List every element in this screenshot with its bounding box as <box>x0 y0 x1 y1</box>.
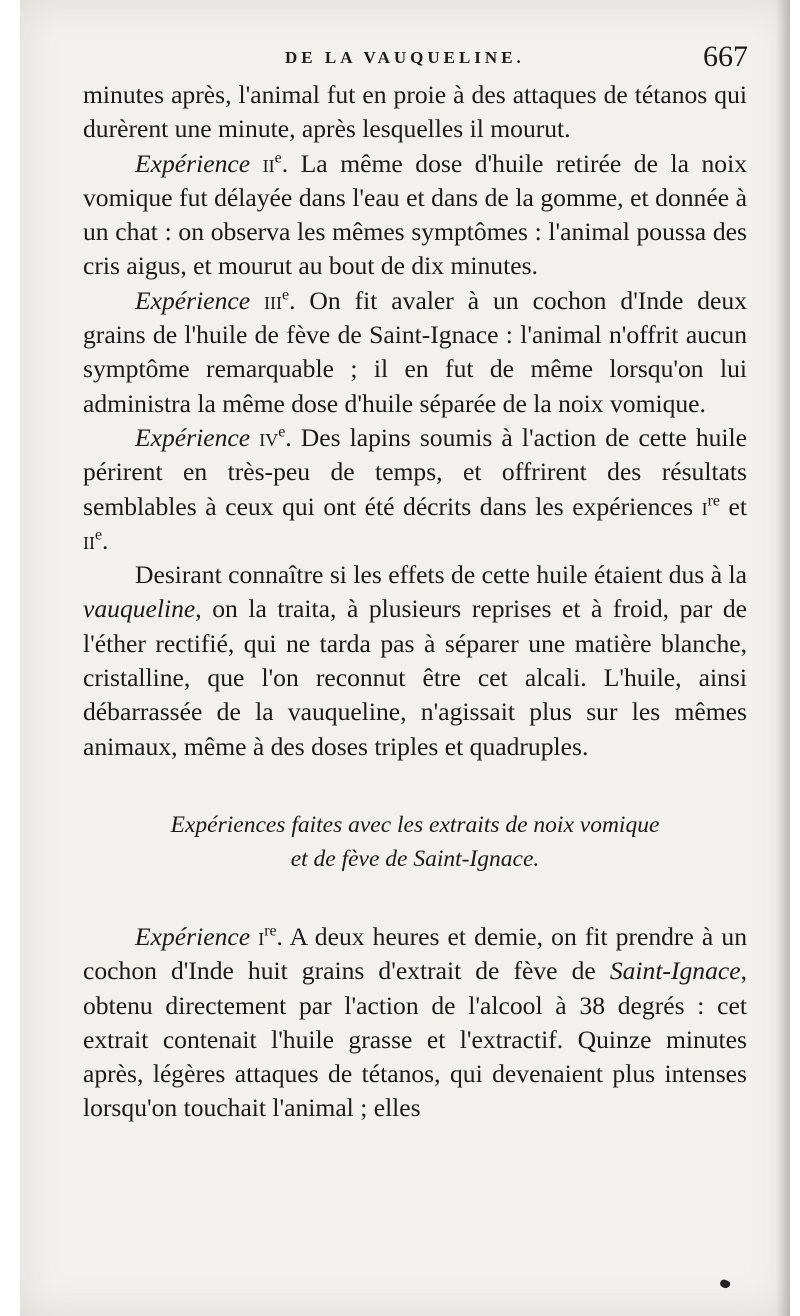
paragraph-extract-experience-1 <box>83 920 747 1126</box>
experience-label: Expérience <box>135 285 251 315</box>
paragraph-text: , obtenu directement par l'action de l'alcool à 38 degrés : cet extrait contenait l'huile grasse et l'extractif. Quinze minutes après, légères attaques de tétanos, qui devenaient plus intenses lorsqu'on touchait l'animal ; elles <box>83 956 747 1123</box>
paragraph-experience-4 <box>83 421 747 558</box>
paragraph-text: . A deux heures et demie, on fit prendre à un cochon d'Inde huit grains d'extrait de fève de <box>83 921 747 986</box>
running-title: DE LA VAUQUELINE. <box>285 48 525 67</box>
paragraph-text: minutes après, l'animal fut en proie à des attaques de tétanos qui durèrent une minute, après lesquelles il mourut. <box>83 80 747 144</box>
conjunction: et <box>719 491 748 521</box>
ordinal-suffix: e <box>282 286 290 304</box>
experience-numeral: iii <box>264 285 283 315</box>
ordinal-suffix: e <box>278 423 286 441</box>
paragraph-ether-treatment <box>83 558 747 764</box>
body-text <box>83 78 747 1126</box>
running-head <box>20 40 790 80</box>
paragraph-experience-3 <box>83 284 747 421</box>
italic-place-name: Saint-Ignace <box>609 956 741 986</box>
paragraph-text: . On fit avaler à un cochon d'Inde deux grains de l'huile de fève de Saint-Ignace : l'animal n'offrit aucun symptôme remarquable ; il en fut de même lorsqu'on lui administra la même dose d'huile séparée de la noix vomique. <box>83 285 747 418</box>
italic-term: vauqueline <box>83 594 196 624</box>
paragraph-text: . La même dose d'huile retirée de la noix vomique fut délayée dans l'eau et dans de la gomme, et donnée à un chat : on observa les mêmes symptômes : l'animal poussa des cris aigus, et mourut au bout de dix minutes. <box>83 148 747 281</box>
ordinal-suffix: e <box>274 149 282 167</box>
book-page <box>20 0 790 1316</box>
page-number: 667 <box>703 40 748 73</box>
period: . <box>102 525 109 555</box>
ordinal-suffix: e <box>95 526 103 544</box>
section-heading-line-1: Expériences faites avec les extraits de noix vomique <box>170 811 660 838</box>
paragraph-text: , on la traita, à plusieurs reprises et à froid, par de l'éther rectifié, qui ne tarda pas à séparer une matière blanche, cristalline, que l'on reconnut être cet alcali. L'huile, ainsi débarrassée de la vauqueline, n'agissait plus sur les mêmes animaux, même à des doses triples et quadruples. <box>83 594 747 761</box>
paragraph-text: . Des lapins soumis à l'action de cette huile périrent en très-peu de temps, et offrirent des résultats semblables à ceux qui ont été décrits dans les expériences <box>83 422 747 521</box>
experience-numeral: i <box>258 921 265 951</box>
experience-ref-numeral: ii <box>83 525 95 555</box>
paragraph-text: Desirant connaître si les effets de cette huile étaient dus à la <box>135 560 747 590</box>
experience-ref-numeral: i <box>701 491 708 521</box>
paragraph-continuation <box>83 78 747 147</box>
ink-blot-mark <box>719 1278 731 1289</box>
paragraph-experience-2 <box>83 147 747 284</box>
experience-label: Expérience <box>135 148 251 178</box>
ordinal-suffix: re <box>707 492 720 510</box>
section-heading-line-2: et de fève de Saint-Ignace. <box>290 845 540 872</box>
experience-label: Expérience <box>135 921 251 951</box>
section-heading <box>83 808 747 876</box>
experience-numeral: ii <box>262 148 275 178</box>
ordinal-suffix: re <box>264 922 277 940</box>
experience-label: Expérience <box>135 422 251 452</box>
experience-numeral: iv <box>259 422 279 452</box>
